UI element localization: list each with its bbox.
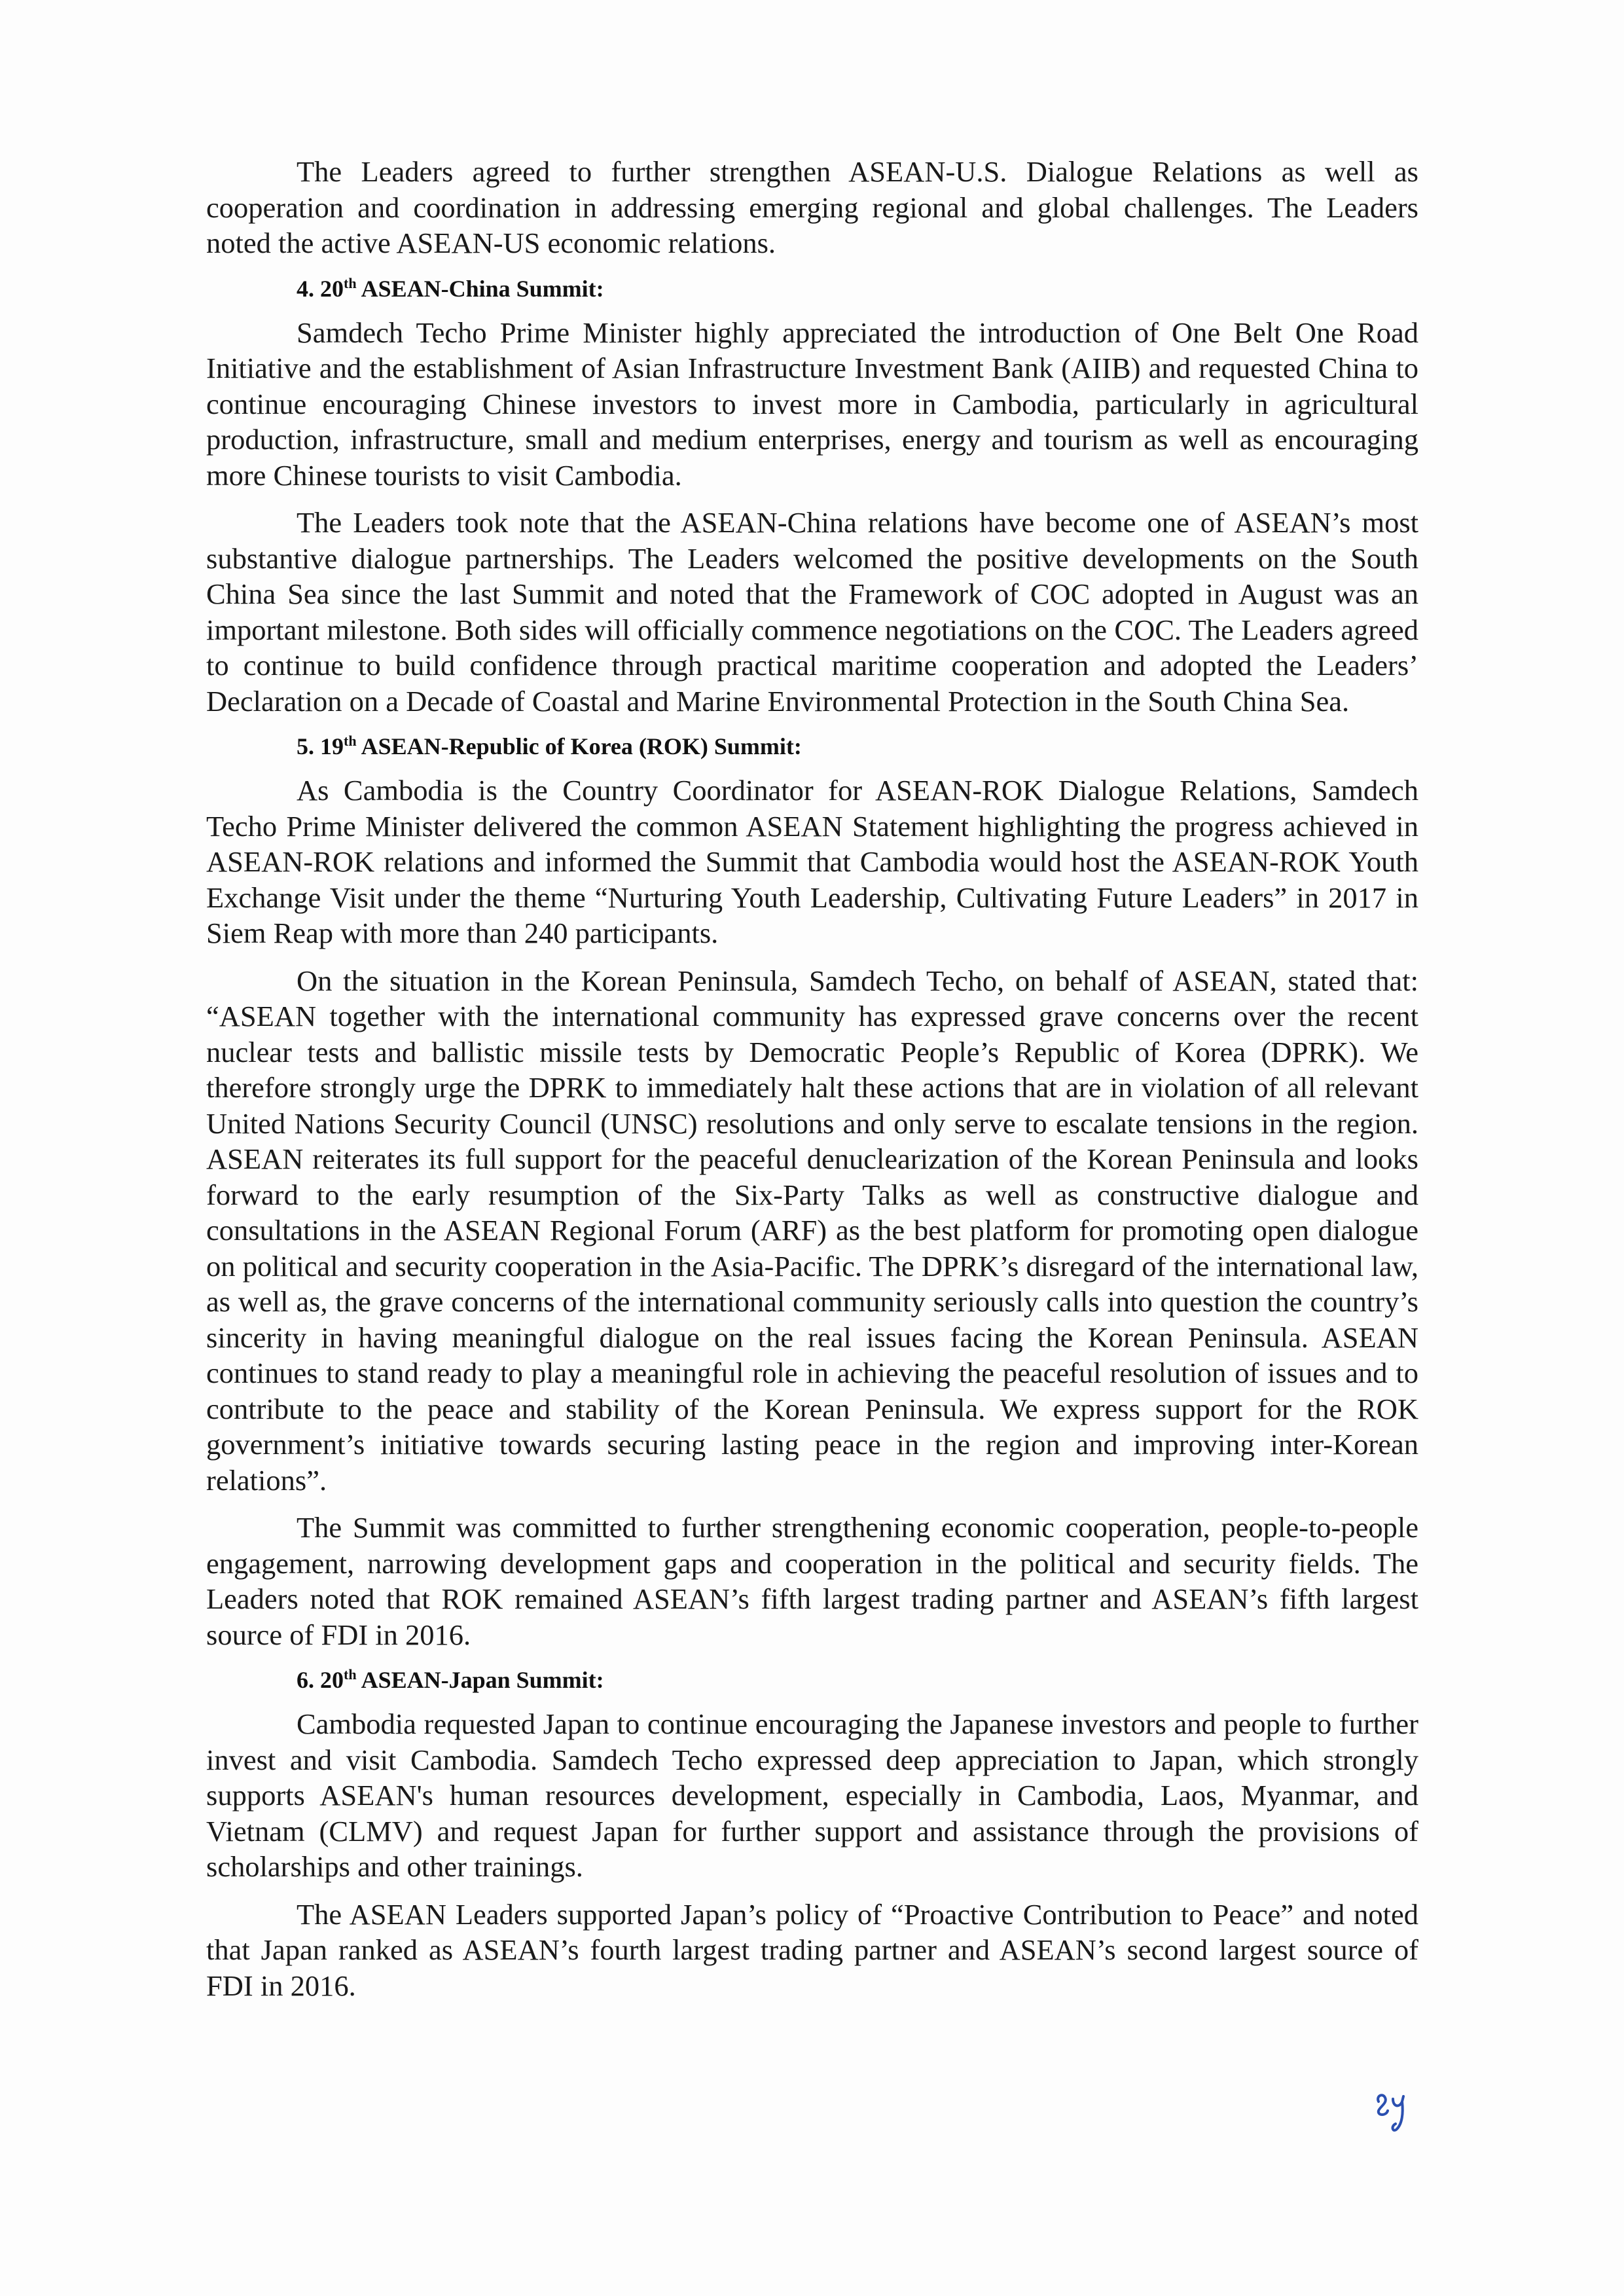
heading-number: 5. 19 bbox=[297, 733, 344, 759]
paragraph-korean-peninsula: On the situation in the Korean Peninsula, Samdech Techo, on behalf of ASEAN, stated that: “ASEAN together with the international community has expressed grave concerns over the recent nuclear tests and ballistic missile tests by Democratic People’s Republic of Korea (DPRK). We therefore strongly urge the DPRK to immediately halt these actions that are in violation of all relevant United Nations Security Council (UNSC) resolutions and only serve to escalate tensions in the region. ASEAN reiterates its full support for the peaceful denuclearization of the Korean Peninsula and looks forward to the early resumption of the Six-Party Talks as well as constructive dialogue and consultations in the ASEAN Regional Forum (ARF) as the best platform for promoting open dialogue on political and security cooperation in the Asia-Pacific. The DPRK’s disregard of the international law, as well as, the grave concerns of the international community seriously calls into question the country’s sincerity in having meaningful dialogue on the real issues facing the Korean Peninsula. ASEAN continues to stand ready to play a meaningful role in achieving the peaceful resolution of issues and to contribute to the peace and stability of the Korean Peninsula. We express support for the ROK government’s initiative towards securing lasting peace in the region and improving inter-Korean relations”. bbox=[206, 964, 1418, 1497]
heading-asean-china-summit bbox=[206, 273, 1418, 304]
heading-title: ASEAN-Republic of Korea (ROK) Summit: bbox=[361, 733, 802, 759]
heading-asean-japan-summit bbox=[206, 1664, 1418, 1696]
heading-title: ASEAN-China Summit: bbox=[361, 275, 604, 302]
heading-ordinal: th bbox=[344, 733, 357, 749]
paragraph-rok-youth-exchange: As Cambodia is the Country Coordinator for ASEAN-ROK Dialogue Relations, Samdech Techo Prime Minister delivered the common ASEAN Statement highlighting the progress achieved in ASEAN-ROK relations and informed the Summit that Cambodia would host the ASEAN-ROK Youth Exchange Visit under the theme “Nurturing Youth Leadership, Cultivating Future Leaders” in 2017 in Siem Reap with more than 240 participants. bbox=[206, 774, 1418, 949]
paragraph-rok-economic-cooperation: The Summit was committed to further strengthening economic cooperation, people-to-people engagement, narrowing development gaps and cooperation in the political and security fields. The Leaders noted that ROK remained ASEAN’s fifth largest trading partner and ASEAN’s fifth largest source of FDI in 2016. bbox=[206, 1511, 1418, 1651]
heading-number: 6. 20 bbox=[297, 1667, 344, 1693]
paragraph-belt-and-road: Samdech Techo Prime Minister highly appreciated the introduction of One Belt One Road Initiative and the establishment of Asian Infrastructure Investment Bank (AIIB) and requested China to continue encouraging Chinese investors to invest more in Cambodia, particularly in agricultural production, infrastructure, small and medium enterprises, energy and tourism as well as encouraging more Chinese tourists to visit Cambodia. bbox=[206, 316, 1418, 492]
heading-ordinal: th bbox=[344, 1666, 357, 1683]
heading-title: ASEAN-Japan Summit: bbox=[361, 1667, 604, 1693]
heading-number: 4. 20 bbox=[297, 275, 344, 302]
paragraph-japan-investment: Cambodia requested Japan to continue encouraging the Japanese investors and people to further invest and visit Cambodia. Samdech Techo expressed deep appreciation to Japan, which strongly supports ASEAN's human resources development, especially in Cambodia, Laos, Myanmar, and Vietnam (CLMV) and request Japan for further support and assistance through the provisions of scholarships and other trainings. bbox=[206, 1707, 1418, 1883]
heading-asean-rok-summit bbox=[206, 731, 1418, 762]
heading-ordinal: th bbox=[344, 274, 357, 291]
document-body bbox=[206, 154, 1418, 2015]
paragraph-south-china-sea: The Leaders took note that the ASEAN-China relations have become one of ASEAN’s most substantive dialogue partnerships. The Leaders welcomed the positive developments on the South China Sea since the last Summit and noted that the Framework of COC adopted in August was an important milestone. Both sides will officially commence negotiations on the COC. The Leaders agreed to continue to build confidence through practical maritime cooperation and adopted the Leaders’ Declaration on a Decade of Coastal and Marine Environmental Protection in the South China Sea. bbox=[206, 506, 1418, 718]
handwritten-initials bbox=[1373, 2087, 1413, 2140]
paragraph-proactive-peace: The ASEAN Leaders supported Japan’s policy of “Proactive Contribution to Peace” and noted that Japan ranked as ASEAN’s fourth largest trading partner and ASEAN’s second largest source of FDI in 2016. bbox=[206, 1897, 1418, 2002]
paragraph-asean-us-relations: The Leaders agreed to further strengthen ASEAN-U.S. Dialogue Relations as well as cooperation and coordination in addressing emerging regional and global challenges. The Leaders noted the active ASEAN-US economic relations. bbox=[206, 155, 1418, 259]
